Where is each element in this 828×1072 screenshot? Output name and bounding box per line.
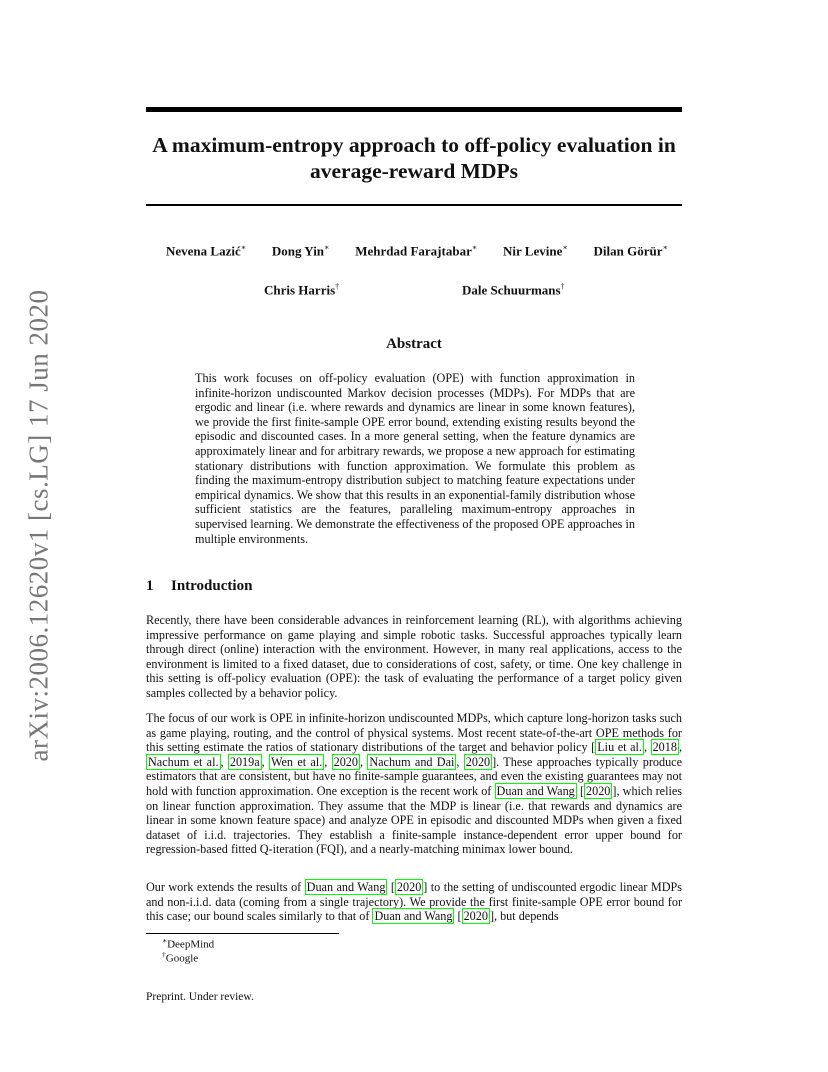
arxiv-identifier: arXiv:2006.12620v1 [cs.LG] 17 Jun 2020 [23,289,54,761]
footnote-rule [146,933,339,934]
author: Dong Yin∗ [271,243,330,259]
section-title: Introduction [171,578,253,594]
section-number: 1 [146,578,154,594]
preprint-note: Preprint. Under review. [146,991,254,1003]
footnote-affiliation: †Google [162,950,199,965]
abstract-text: This work focuses on off-policy evaluation (OPE) with function approximation in infinite-horizon undiscounted Markov decision processes (MDPs). For MDPs that are ergodic and linear (i.e. where rewards and dynamics are linear in some known features), we provide the first finite-sample OPE error bound, extending existing results beyond the episodic and discounted cases. In a more general setting, when the feature dynamics are approximately linear and for arbitrary rewards, we propose a new approach for estimating stationary distributions with function approximation. We formulate this problem as finding the maximum-entropy distribution subject to matching feature expectations under empirical dynamics. We show that this results in an exponential-family distribution whose sufficient statistics are the features, paralleling maximum-entropy approaches in supervised learning. We demonstrate the effectiveness of the proposed OPE approaches in multiple environments. [195,371,635,546]
intro-paragraph-1: Recently, there have been considerable advances in reinforcement learning (RL), with algorithms achieving impressive performance on game playing and simple robotic tasks. Successful approaches typically learn through direct (online) interaction with the environment. However, in many real applications, access to the environment is limited to a fixed dataset, due to considerations of cost, safety, or time. One key challenge in this setting is off-policy evaluation (OPE): the task of evaluating the performance of a target policy given samples collected by a behavior policy. [146,613,682,700]
author: Chris Harris† [264,282,340,298]
author: Dilan Görür∗ [593,243,668,259]
title-rule-top [146,107,682,112]
footnote-affiliation: ∗DeepMind [162,936,215,951]
author: Nir Levine∗ [503,243,568,259]
title-rule-bottom [146,204,682,206]
citation-link[interactable]: Duan and Wang [374,909,453,924]
citation-link[interactable]: 2020 [465,754,491,769]
author: Dale Schuurmans† [462,282,565,298]
citation-link[interactable]: 2018 [652,740,677,755]
author: Mehrdad Farajtabar∗ [355,243,478,259]
author-list-row-1 [146,243,682,259]
abstract-heading: Abstract [386,336,442,352]
citation-link[interactable]: Nachum et al. [148,754,219,769]
intro-paragraph-2: The focus of our work is OPE in infinite-horizon undiscounted MDPs, which capture long-horizon tasks such as game playing, routing, and the control of physical systems. Most recent state-of-the-art OPE methods for this setting estimate the ratios of stationary distributions of the target and behavior policy [ Liu et al. , 2018 , Nachum et al. , 2019a , Wen et al. , 2020 , Nachum and Dai , 2020 ]. These approaches typically produce estimators that are consistent, but have no finite-sample guarantees, and even the existing guarantees may not hold with function approximation. One exception is the recent work of Duan and Wang [ 2020 ], which relies on linear function approximation. They assume that the MDP is linear (i.e. that rewards and dynamics are linear in some known feature space) and analyze OPE in episodic and discounted MDPs when given a fixed dataset of i.i.d. trajectories. They establish a finite-sample instance-dependent error upper bound for regression-based fitted Q-iteration (FQI), and a nearly-matching minimax lower bound. [146,711,682,857]
paper-title: A maximum-entropy approach to off-policy evaluation in average-reward MDPs [152,133,676,183]
citation-link[interactable]: 2019a [229,754,260,769]
section-heading [146,578,252,595]
citation-link[interactable]: 2020 [396,880,422,894]
citation-link[interactable]: 2020 [333,754,358,769]
citation-link[interactable]: Nachum and Dai [369,754,455,769]
citation-link[interactable]: 2020 [586,783,611,798]
citation-link[interactable]: Wen et al. [271,754,323,769]
arxiv-side-stamp [20,290,58,760]
author: Nevena Lazić∗ [166,243,247,259]
intro-paragraph-3: Our work extends the results of Duan and Wang [ 2020 ] to the setting of undiscounted ergodic linear MDPs and non-i.i.d. data (coming from a single trajectory). We provide the first finite-sample OPE error bound for this case; our bound scales similarly to that of Duan and Wang [ 2020 ], but depends [146,880,683,924]
citation-link[interactable]: Duan and Wang [496,783,575,798]
citation-link[interactable]: Duan and Wang [306,880,386,894]
citation-link[interactable]: Liu et al. [597,740,642,755]
citation-link[interactable]: 2020 [463,909,488,924]
